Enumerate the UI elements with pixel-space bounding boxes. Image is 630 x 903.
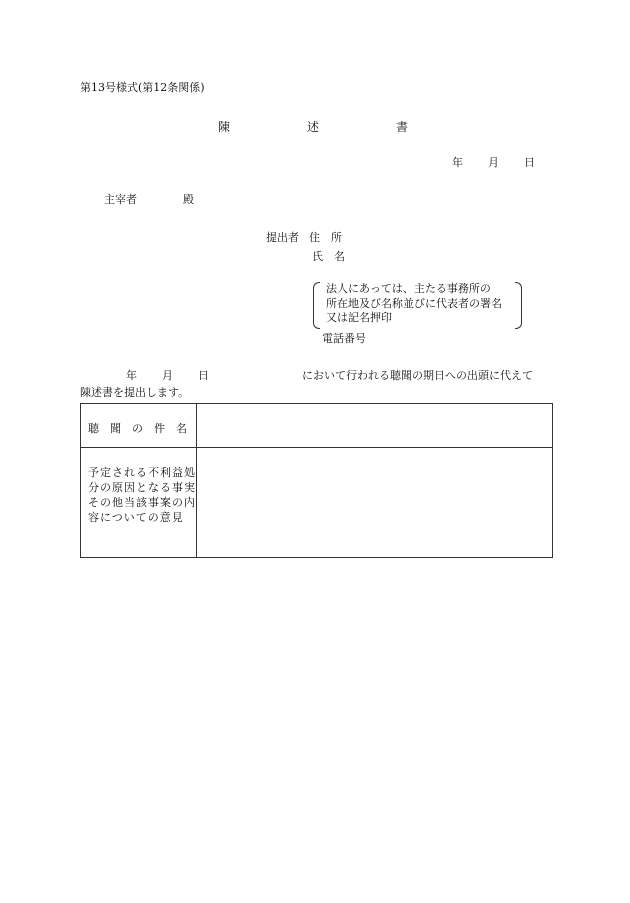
- addressee-honorific: 殿: [183, 193, 194, 206]
- corp-note-line-3: 又は記名押印: [326, 311, 392, 324]
- hearing-year-label: 年: [126, 369, 137, 382]
- statement-table: [80, 403, 553, 558]
- hearing-text: において行われる聴聞の期日への出頭に代えて: [302, 369, 533, 382]
- addressee-role: 主宰者: [104, 193, 137, 206]
- table-row-divider: [81, 447, 552, 448]
- title-char-3: 書: [396, 120, 409, 134]
- hearing-day-label: 日: [198, 369, 209, 382]
- case-name-label: 聴 聞 の 件 名: [88, 422, 187, 435]
- date-year-label: 年: [452, 156, 463, 169]
- hearing-statement-end: 陳述書を提出します。: [80, 386, 190, 399]
- address-label: 住 所: [309, 231, 342, 244]
- name-label: 氏 名: [312, 250, 345, 263]
- title-char-1: 陳: [218, 120, 231, 134]
- date-month-label: 月: [488, 156, 499, 169]
- hearing-month-label: 月: [162, 369, 173, 382]
- corporation-note: [316, 282, 520, 328]
- submitter-label: 提出者: [266, 231, 299, 244]
- title-char-2: 述: [307, 120, 320, 134]
- date-day-label: 日: [524, 156, 535, 169]
- phone-label: 電話番号: [322, 332, 366, 345]
- opinion-label: 予定される不利益処分の原因となる事実その他当該事案の内容についての意見: [88, 466, 196, 524]
- corp-note-line-1: 法人にあっては、主たる事務所の: [326, 282, 491, 295]
- corp-note-line-2: 所在地及び名称並びに代表者の署名: [326, 296, 502, 310]
- form-number: 第13号様式(第12条関係): [80, 81, 205, 94]
